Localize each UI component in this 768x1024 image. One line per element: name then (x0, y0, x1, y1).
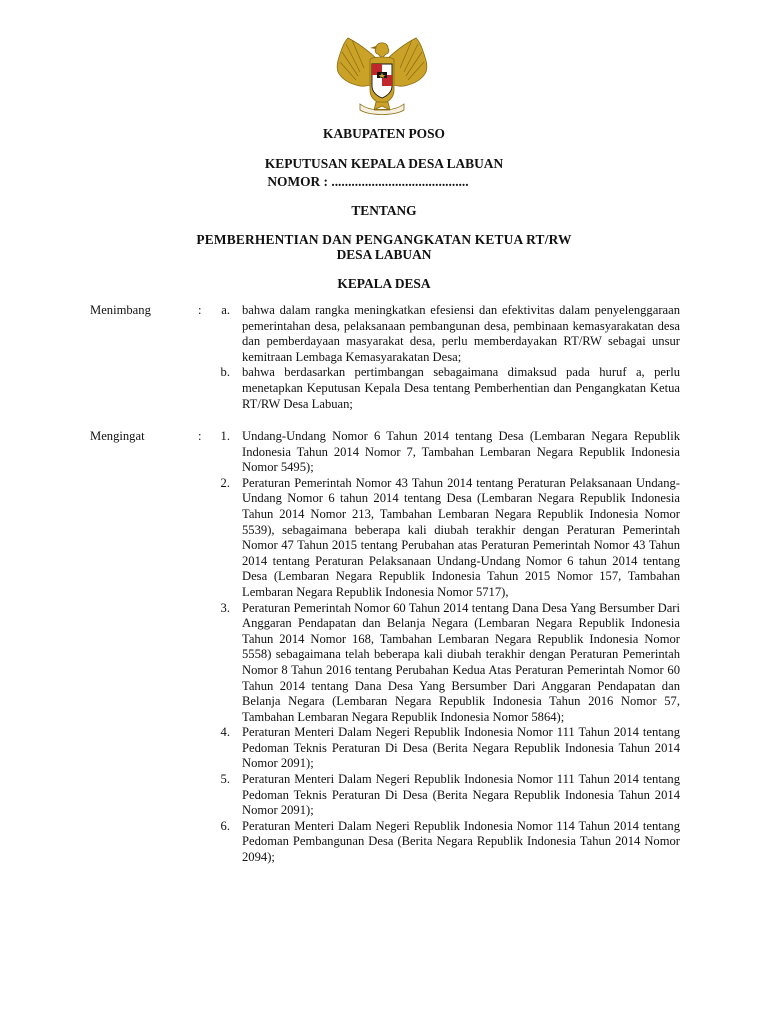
item-text: Peraturan Menteri Dalam Negeri Republik Indonesia Nomor 114 Tahun 2014 tentang Pedoman Pembangunan Desa (Berita Negara Republik Indonesia Tahun 2014 Nomor 2094); (242, 818, 680, 865)
garuda-pancasila-emblem-icon (330, 32, 434, 118)
subject-line-1: PEMBERHENTIAN DAN PENGANGKATAN KETUA RT/RW (196, 232, 572, 247)
menimbang-label: Menimbang (90, 303, 151, 317)
menimbang-colon: : (198, 303, 202, 317)
item-number: 6. (220, 818, 230, 833)
subject-line-2: DESA LABUAN (336, 247, 432, 262)
item-text: Peraturan Menteri Dalam Negeri Republik Indonesia Nomor 111 Tahun 2014 tentang Pedoman Teknis Peraturan Di Desa (Berita Negara Republik Indonesia Tahun 2014 Nomor 2091); (242, 725, 680, 771)
item-number: 3. (220, 600, 230, 615)
item-text: Peraturan Pemerintah Nomor 60 Tahun 2014 tentang Dana Desa Yang Bersumber Dari Anggaran Pendapatan dan Belanja Negara (Lembaran Negara Republik Indonesia Tahun 2014 Nomor 168, Tambahan Lembaran Negara Republik Indonesia Nomor 5558) sebagaimana telah beberapa kali diubah terakhir dengan Peraturan Pemerintah Nomor 8 Tahun 2016 tentang Perubahan Kedua Atas Peraturan Pemerintah Nomor 60 Tahun 2014 tentang Dana Desa Yang Bersumber Dari Anggaran Pendapatan dan Belanja Negara (Lembaran Negara Republik Indonesia Tahun 2016 Nomor 57, Tambahan Lembaran Negara Republik Indonesia Nomor 5864); (242, 600, 680, 724)
item-number: 1. (220, 429, 230, 443)
item-text: bahwa dalam rangka meningkatkan efesiensi dan efektivitas dalam penyelenggaraan pemerintahan desa, pelaksanaan pembangunan desa, pembinaan kemasyarakatan desa dan pemberdayaan masyarakat desa, perlu memberdayakan RT/RW sebagai unsur kemitraan Lembaga Kemasyarakatan Desa; (242, 303, 680, 364)
official-heading: KEPALA DESA (337, 276, 431, 291)
decree-number: NOMOR : ......................................... (267, 174, 469, 189)
mengingat-item-3 (90, 601, 680, 726)
item-number: 2. (220, 475, 230, 490)
mengingat-item-5 (90, 772, 680, 819)
menimbang-item-a (90, 303, 680, 365)
about-heading: TENTANG (351, 203, 417, 218)
item-text: Peraturan Menteri Dalam Negeri Republik Indonesia Nomor 111 Tahun 2014 tentang Pedoman Teknis Peraturan Di Desa (Berita Negara Republik Indonesia Tahun 2014 Nomor 2091); (242, 772, 680, 818)
regency-heading: KABUPATEN POSO (323, 126, 445, 141)
item-number: b. (220, 365, 230, 380)
mengingat-label: Mengingat (90, 429, 145, 443)
mengingat-item-4 (90, 725, 680, 772)
item-text: Peraturan Pemerintah Nomor 43 Tahun 2014 tentang Peraturan Pelaksanaan Undang-Undang Nomor 6 tahun 2014 tentang Desa (Lembaran Negara Republik Indonesia Tahun 2014 Nomor 213, Tambahan Lembaran Negara Republik Indonesia Nomor 5539), sebagaimana beberapa kali diubah terakhir dengan Peraturan Pemerintah Nomor 47 Tahun 2015 tentang Perubahan atas Peraturan Pemerintah Nomor 43 Tahun 2014 tentang Peraturan Pelaksanaan Undang-Undang Nomor 6 tahun 2014 tentang Desa (Lembaran Negara Republik Indonesia Tahun 2015 Nomor 157, Tambahan Lembaran Negara Republik Indonesia Nomor 5717), (242, 475, 680, 599)
item-number: 5. (220, 772, 230, 787)
mengingat-colon: : (198, 429, 202, 443)
mengingat-section (90, 429, 680, 866)
item-number: a. (221, 303, 230, 317)
mengingat-item-1 (90, 429, 680, 476)
menimbang-section (90, 303, 680, 412)
decree-title: KEPUTUSAN KEPALA DESA LABUAN (264, 156, 504, 171)
item-number: 4. (220, 725, 230, 740)
item-text: bahwa berdasarkan pertimbangan sebagaimana dimaksud pada huruf a, perlu menetapkan Keputusan Kepala Desa tentang Pemberhentian dan Pengangkatan Ketua RT/RW Desa Labuan; (242, 365, 680, 411)
menimbang-item-b (90, 365, 680, 412)
mengingat-item-2 (90, 476, 680, 601)
mengingat-item-6 (90, 819, 680, 866)
item-text: Undang-Undang Nomor 6 Tahun 2014 tentang Desa (Lembaran Negara Republik Indonesia Tahun 2014 Nomor 7, Tambahan Lembaran Negara Republik Indonesia Nomor 5495); (242, 429, 680, 475)
